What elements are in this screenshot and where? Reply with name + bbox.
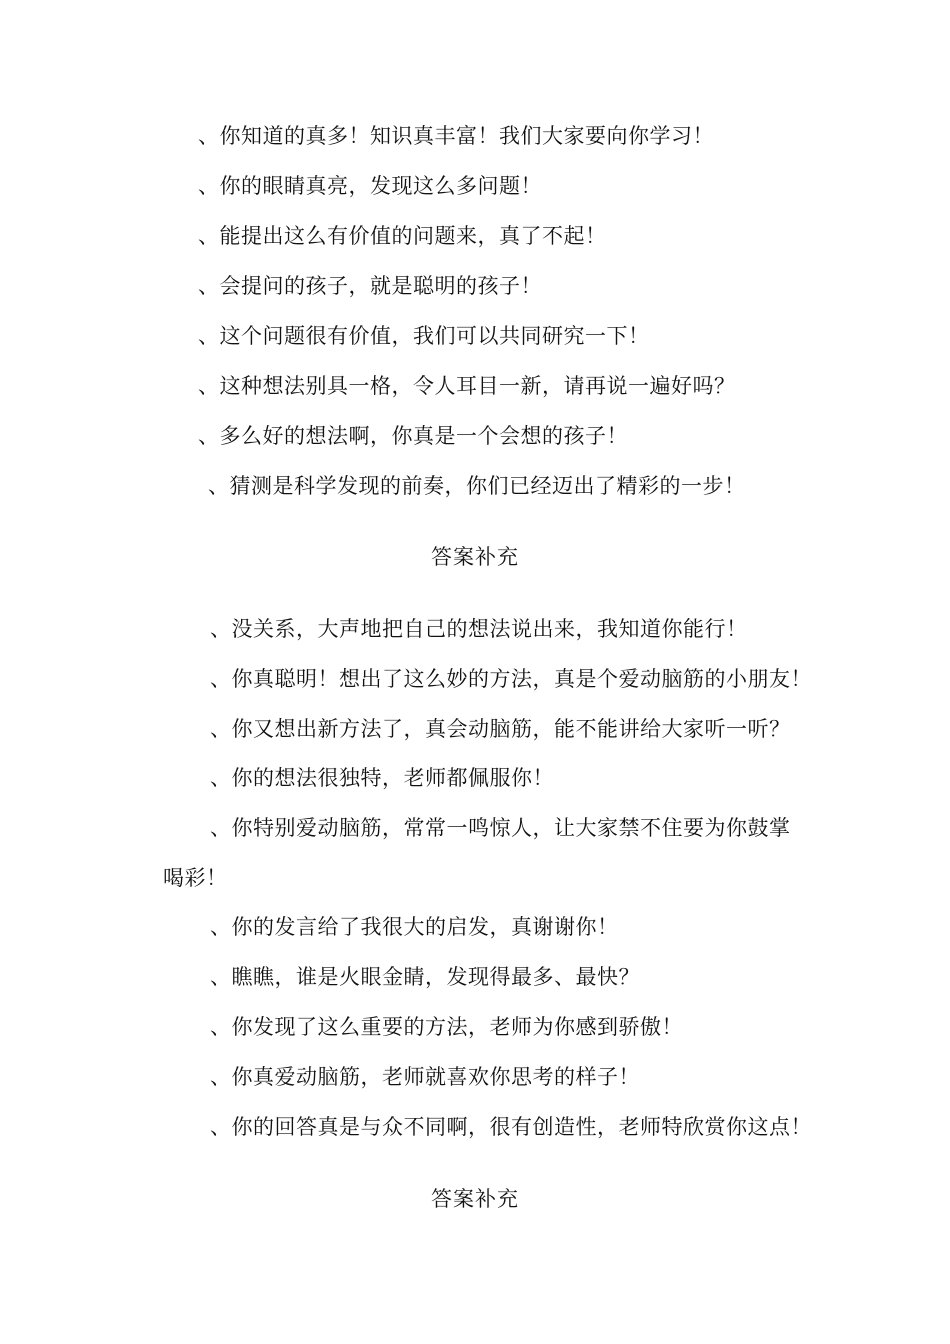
- section-heading-1: 答案补充: [431, 545, 519, 569]
- praise-line-17: 、你真爱动脑筋，老师就喜欢你思考的样子！: [210, 1065, 640, 1089]
- praise-line-6: 、这种想法别具一格，令人耳目一新，请再说一遍好吗？: [198, 374, 736, 398]
- praise-line-7: 、多么好的想法啊，你真是一个会想的孩子！: [198, 424, 628, 448]
- praise-line-8: 、猜测是科学发现的前奏，你们已经迈出了精彩的一步！: [208, 474, 746, 498]
- praise-line-5: 、这个问题很有价值，我们可以共同研究一下！: [198, 324, 650, 348]
- praise-line-16: 、你发现了这么重要的方法，老师为你感到骄傲！: [210, 1015, 683, 1039]
- praise-line-9: 、没关系，大声地把自己的想法说出来，我知道你能行！: [210, 617, 748, 641]
- praise-line-14: 、你的发言给了我很大的启发，真谢谢你！: [210, 915, 619, 939]
- praise-line-10: 、你真聪明！想出了这么妙的方法，真是个爱动脑筋的小朋友！: [210, 667, 812, 691]
- praise-line-13: 、你特别爱动脑筋，常常一鸣惊人，让大家禁不住要为你鼓掌: [210, 816, 791, 840]
- praise-line-15: 、瞧瞧，谁是火眼金睛，发现得最多、最快？: [210, 965, 640, 989]
- section-heading-2: 答案补充: [431, 1187, 519, 1211]
- praise-line-11: 、你又想出新方法了，真会动脑筋，能不能讲给大家听一听？: [210, 717, 791, 741]
- praise-line-2: 、你的眼睛真亮，发现这么多问题！: [198, 174, 542, 198]
- praise-line-18: 、你的回答真是与众不同啊，很有创造性，老师特欣赏你这点！: [210, 1115, 812, 1139]
- praise-line-4: 、会提问的孩子，就是聪明的孩子！: [198, 274, 542, 298]
- praise-line-3: 、能提出这么有价值的问题来，真了不起！: [198, 224, 607, 248]
- praise-line-12: 、你的想法很独特，老师都佩服你！: [210, 766, 554, 790]
- praise-line-1: 、你知道的真多！知识真丰富！我们大家要向你学习！: [198, 124, 714, 148]
- praise-line-13-continued: 喝彩！: [163, 866, 228, 890]
